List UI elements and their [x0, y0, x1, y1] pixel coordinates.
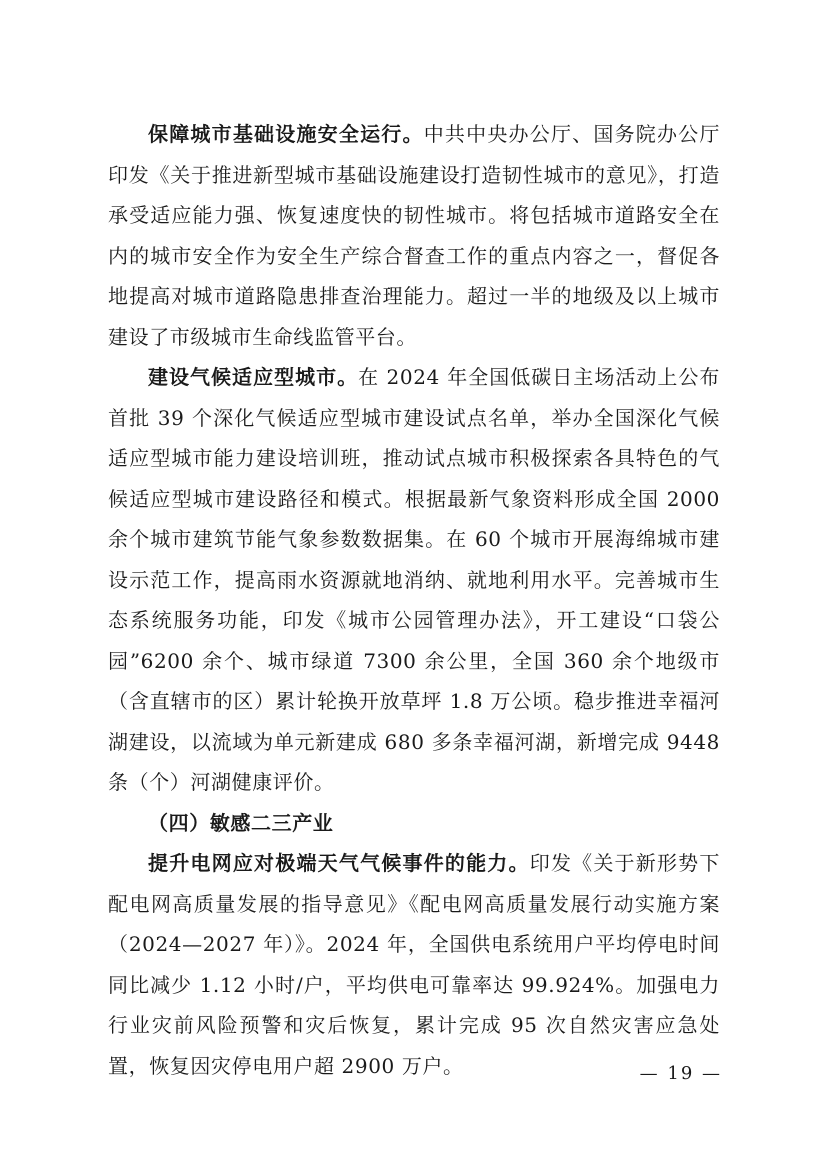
paragraph-power-grid: [108, 843, 720, 1086]
paragraph-body: 在 2024 年全国低碳日主场活动上公布首批 39 个深化气候适应型城市建设试点名单，举办全国深化气候适应型城市能力建设培训班，推动试点城市积极探索各具特色的气候适应型城市建设路径和模式。根据最新气象资料形成全国 2000 余个城市建筑节能气象参数数据集。在 60 个城市开展海绵城市建设示范工作，提高雨水资源就地消纳、就地利用水平。完善城市生态系统服务功能，印发《城市公园管理办法》，开工建设“口袋公园”6200 余个、城市绿道 7300 余公里，全国 360 余个地级市（含直辖市的区）累计轮换开放草坪 1.8 万公顷。稳步推进幸福河湖建设，以流域为单元新建成 680 多条幸福河湖，新增完成 9448 条（个）河湖健康评价。: [108, 365, 720, 794]
page-number: — 19 —: [639, 1063, 722, 1084]
paragraph-climate-adaptive-city: [108, 357, 720, 803]
paragraph-lead-heading: 提升电网应对极端天气气候事件的能力。: [148, 851, 530, 875]
paragraph-body: 印发《关于新形势下配电网高质量发展的指导意见》《配电网高质量发展行动实施方案（2024—2027 年）》。2024 年，全国供电系统用户平均停电时间同比减少 1.12 小时/户，平均供电可靠率达 99.924%。加强电力行业灾前风险预警和灾后恢复，累计完成 95 次自然灾害应急处置，恢复因灾停电用户超 2900 万户。: [108, 851, 720, 1078]
paragraph-lead-heading: 建设气候适应型城市。: [148, 365, 359, 389]
paragraph-body: 中共中央办公厅、国务院办公厅印发《关于推进新型城市基础设施建设打造韧性城市的意见》，打造承受适应能力强、恢复速度快的韧性城市。将包括城市道路安全在内的城市安全作为安全生产综合督查工作的重点内容之一，督促各地提高对城市道路隐患排查治理能力。超过一半的地级及以上城市建设了市级城市生命线监管平台。: [108, 122, 720, 349]
document-body: [108, 114, 720, 1086]
section-heading: （四）敏感二三产业: [148, 810, 334, 835]
paragraph-lead-heading: 保障城市基础设施安全运行。: [148, 122, 424, 146]
paragraph-urban-infrastructure: [108, 114, 720, 357]
